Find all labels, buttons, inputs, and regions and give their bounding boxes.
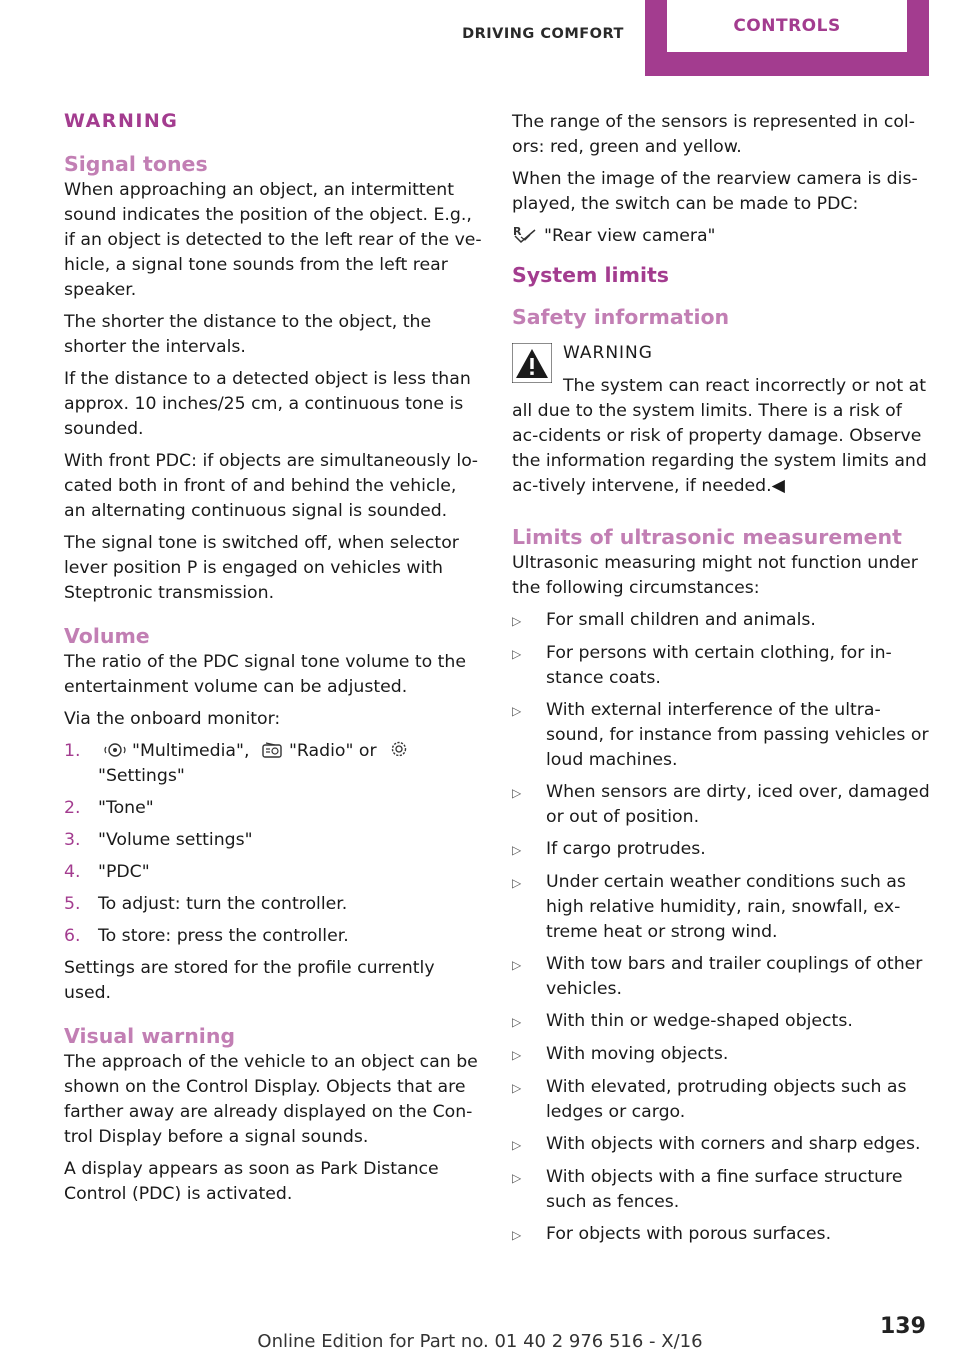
bullet-marker: ▷ bbox=[512, 1048, 522, 1062]
header-tab bbox=[645, 0, 929, 76]
bullet-text: If cargo protrudes. bbox=[546, 839, 706, 859]
step-label-multimedia: "Multimedia", bbox=[132, 741, 250, 761]
bullet-text: For small children and animals. bbox=[546, 610, 816, 630]
left-column bbox=[64, 110, 482, 1214]
footer-edition: Online Edition for Part no. 01 40 2 976 516 - X/16 bbox=[257, 1331, 703, 1352]
settings-gear-icon bbox=[388, 739, 410, 759]
bullet-marker: ▷ bbox=[512, 843, 522, 857]
paragraph: The ratio of the PDC signal tone volume to the entertainment volume can be adjusted. bbox=[64, 652, 467, 697]
bullet-marker: ▷ bbox=[512, 647, 522, 661]
step-text: "PDC" bbox=[98, 862, 150, 882]
safety-information-title: Safety information bbox=[512, 305, 730, 329]
warning-box bbox=[512, 341, 930, 499]
step-text: "Volume settings" bbox=[98, 830, 253, 850]
bullet-marker: ▷ bbox=[512, 786, 522, 800]
bullet-text: With tow bars and trailer couplings of other vehicles. bbox=[546, 954, 923, 999]
list-item bbox=[512, 780, 930, 830]
list-item bbox=[64, 860, 482, 885]
radio-icon bbox=[261, 741, 283, 759]
list-item bbox=[512, 870, 930, 945]
list-item bbox=[512, 1165, 930, 1215]
list-item bbox=[64, 828, 482, 853]
list-item bbox=[512, 1222, 930, 1248]
list-item bbox=[512, 608, 930, 634]
bullet-marker: ▷ bbox=[512, 614, 522, 628]
step-number: 6. bbox=[64, 926, 81, 946]
signal-tones-title: Signal tones bbox=[64, 152, 208, 176]
warning-text: The system can react incorrectly or not at all due to the system limits. There is a risk of ac‐cidents or risk of property damage. Observe the information regarding the system limits and ac‐tively intervene, if needed.◀ bbox=[512, 376, 927, 496]
paragraph: A display appears as soon as Park Distance Control (PDC) is activated. bbox=[64, 1159, 439, 1204]
paragraph: When approaching an object, an intermittent sound indicates the position of the object. E.g., if an object is detected to the left rear of the ve‐hicle, a signal tone sounds from the left rear speaker. bbox=[64, 180, 482, 300]
paragraph: If the distance to a detected object is less than approx. 10 inches/25 cm, a continuous tone is sounded. bbox=[64, 369, 471, 439]
system-limits-title: System limits bbox=[512, 263, 669, 287]
limits-title: Limits of ultrasonic measurement bbox=[512, 525, 902, 549]
step-number: 1. bbox=[64, 741, 81, 761]
paragraph: Settings are stored for the profile currently used. bbox=[64, 958, 435, 1003]
bullet-text: With objects with corners and sharp edges. bbox=[546, 1134, 921, 1154]
paragraph: The signal tone is switched off, when selector lever position P is engaged on vehicles with Steptronic transmission. bbox=[64, 533, 459, 603]
bullet-text: For persons with certain clothing, for in‐stance coats. bbox=[546, 643, 892, 688]
list-item bbox=[64, 796, 482, 821]
step-label-settings: "Settings" bbox=[98, 766, 185, 786]
step-number: 2. bbox=[64, 798, 81, 818]
step-text: To adjust: turn the controller. bbox=[98, 894, 348, 914]
paragraph: The shorter the distance to the object, the shorter the intervals. bbox=[64, 312, 432, 357]
list-item bbox=[512, 641, 930, 691]
bullet-marker: ▷ bbox=[512, 1081, 522, 1095]
header-section-label: DRIVING COMFORT bbox=[462, 26, 624, 42]
paragraph: Ultrasonic measuring might not function under the following circumstances: bbox=[512, 553, 918, 598]
step-label-radio: "Radio" or bbox=[288, 741, 377, 761]
bullet-text: When sensors are dirty, iced over, damaged or out of position. bbox=[546, 782, 930, 827]
list-item bbox=[64, 892, 482, 917]
bullet-marker: ▷ bbox=[512, 704, 522, 718]
step-text: "Tone" bbox=[98, 798, 154, 818]
bullet-text: For objects with porous surfaces. bbox=[546, 1224, 832, 1244]
step-number: 4. bbox=[64, 862, 81, 882]
bullet-marker: ▷ bbox=[512, 1228, 522, 1242]
svg-text:R: R bbox=[513, 225, 522, 238]
bullet-text: With moving objects. bbox=[546, 1044, 729, 1064]
warning-heading: WARNING bbox=[64, 110, 179, 132]
bullet-marker: ▷ bbox=[512, 1171, 522, 1185]
multimedia-icon bbox=[104, 741, 126, 759]
rear-view-camera-line bbox=[512, 224, 930, 249]
volume-title: Volume bbox=[64, 624, 150, 648]
paragraph: The range of the sensors is represented in col‐ors: red, green and yellow. bbox=[512, 112, 915, 157]
list-item bbox=[512, 1075, 930, 1125]
bullet-text: With objects with a fine surface structure such as fences. bbox=[546, 1167, 903, 1212]
list-item bbox=[512, 837, 930, 863]
paragraph: When the image of the rearview camera is dis‐played, the switch can be made to PDC: bbox=[512, 169, 918, 214]
warning-triangle-icon bbox=[512, 343, 552, 383]
header-tab-label: CONTROLS bbox=[667, 0, 907, 52]
paragraph: The approach of the vehicle to an object can be shown on the Control Display. Objects that are farther away are already displayed on the Con‐trol Display before a signal sounds. bbox=[64, 1052, 478, 1147]
list-item bbox=[512, 1009, 930, 1035]
rear-view-camera-icon bbox=[512, 224, 538, 244]
limits-list bbox=[512, 608, 930, 1248]
warning-label: WARNING bbox=[563, 343, 653, 363]
bullet-marker: ▷ bbox=[512, 1138, 522, 1152]
list-item bbox=[512, 1132, 930, 1158]
rear-view-camera-label: "Rear view camera" bbox=[544, 226, 716, 246]
bullet-text: Under certain weather conditions such as high relative humidity, rain, snowfall, ex‐treme heat or strong wind. bbox=[546, 872, 906, 942]
list-item bbox=[512, 1042, 930, 1068]
list-item bbox=[64, 739, 482, 789]
page-number: 139 bbox=[880, 1314, 926, 1339]
step-text bbox=[98, 739, 416, 789]
list-item bbox=[64, 924, 482, 949]
bullet-text: With elevated, protruding objects such as ledges or cargo. bbox=[546, 1077, 907, 1122]
list-item bbox=[512, 952, 930, 1002]
visual-warning-title: Visual warning bbox=[64, 1024, 236, 1048]
right-column bbox=[512, 110, 930, 1255]
step-number: 5. bbox=[64, 894, 81, 914]
bullet-marker: ▷ bbox=[512, 958, 522, 972]
bullet-text: With external interference of the ultra‐sound, for instance from passing vehicles or loud machines. bbox=[546, 700, 929, 770]
step-number: 3. bbox=[64, 830, 81, 850]
bullet-marker: ▷ bbox=[512, 876, 522, 890]
paragraph: Via the onboard monitor: bbox=[64, 709, 281, 729]
volume-steps bbox=[64, 739, 482, 949]
bullet-text: With thin or wedge-shaped objects. bbox=[546, 1011, 853, 1031]
bullet-marker: ▷ bbox=[512, 1015, 522, 1029]
paragraph: With front PDC: if objects are simultaneously lo‐cated both in front of and behind the vehicle, an alternating continuous signal is sounded. bbox=[64, 451, 479, 521]
step-text: To store: press the controller. bbox=[98, 926, 349, 946]
list-item bbox=[512, 698, 930, 773]
